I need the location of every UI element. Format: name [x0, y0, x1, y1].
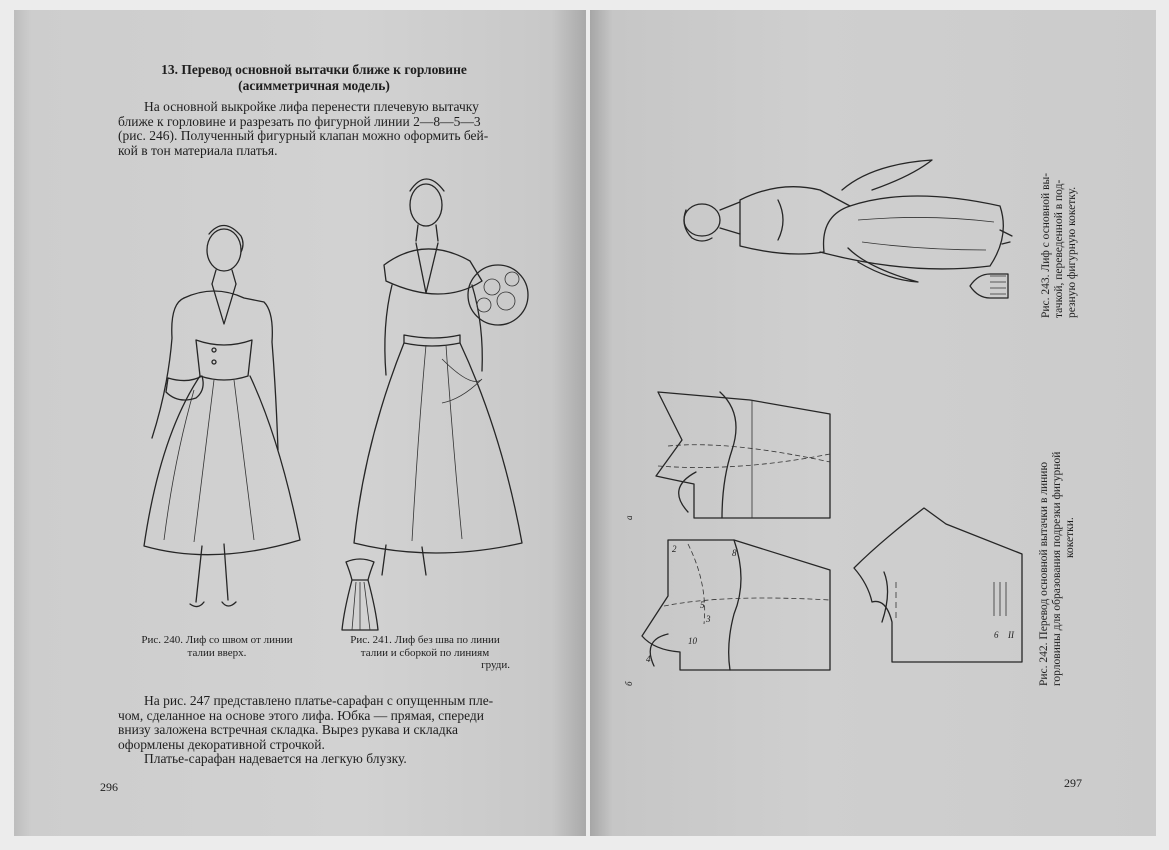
intro-line-4: кой в тон материала платья. — [118, 142, 278, 158]
body-line-1: На рис. 247 представлено платье-сарафан с опущенным пле- — [144, 693, 494, 708]
caption-242-line-3: кокетки. — [1064, 517, 1076, 559]
bouquet-illustration — [468, 265, 528, 325]
figure-241-detail-sketch — [340, 558, 380, 634]
intro-line-3: (рис. 246). Полученный фигурный клапан можно оформить бей- — [118, 128, 489, 143]
point-label-6: 6 — [994, 630, 999, 640]
caption-240-line-2: талии вверх. — [187, 646, 247, 659]
caption-240-line-1: Рис. 240. Лиф со швом от линии — [141, 634, 293, 646]
body-line-4: оформлены декоративной строчкой. — [118, 736, 325, 752]
page-number-right: 297 — [1064, 776, 1082, 790]
pattern-label-a: а — [624, 515, 634, 520]
figure-242-pattern-drafts — [624, 380, 838, 700]
body-line-5: Платье-сарафан надевается на легкую блузку. — [144, 751, 407, 766]
body-line-2: чом, сделанное на основе этого лифа. Юбка — прямая, спереди — [118, 707, 485, 723]
caption-figure-242 — [1038, 390, 1077, 686]
point-label-ii: II — [1008, 630, 1014, 640]
caption-242-line-1: Рис. 242. Перевод основной вытачки в линию — [1038, 461, 1050, 686]
caption-figure-241 — [340, 634, 510, 672]
caption-241-line-3: груди. — [481, 659, 510, 671]
figure-242-back-pattern — [846, 502, 1030, 670]
caption-figure-243 — [1040, 130, 1079, 318]
caption-241-line-1: Рис. 241. Лиф без шва по линии — [350, 634, 500, 646]
section-heading — [104, 62, 524, 94]
body-line-3: внизу заложена встречная складка. Вырез рукава и складка — [118, 722, 458, 737]
page-number-left: 296 — [100, 780, 118, 794]
point-label-3: 3 — [706, 614, 711, 624]
caption-figure-240 — [132, 634, 302, 659]
point-label-10: 10 — [688, 636, 697, 646]
point-label-4: 4 — [646, 654, 651, 664]
figure-241-dress-illustration — [334, 175, 554, 605]
figure-240-dress-illustration — [114, 220, 304, 640]
right-page — [590, 10, 1156, 836]
caption-243-line-3: резную фигурную кокетку. — [1066, 186, 1078, 318]
pattern-draft-a — [656, 392, 830, 518]
intro-line-1: На основной выкройке лифа перенести плечевую вытачку — [144, 99, 479, 114]
caption-241-line-2: талии и сборкой по линиям — [360, 646, 490, 659]
figure-243-detail-sketch — [968, 272, 1012, 302]
point-label-2: 2 — [672, 544, 677, 554]
pattern-draft-b — [642, 540, 830, 670]
caption-243-line-1: Рис. 243. Лиф с основной вы- — [1040, 172, 1052, 318]
point-label-8: 8 — [732, 548, 737, 558]
pattern-label-b: б — [624, 681, 634, 686]
point-label-5: 5 — [700, 600, 705, 610]
left-page — [14, 10, 586, 836]
heading-line-1: 13. Перевод основной вытачки ближе к горловине — [161, 62, 467, 77]
intro-line-2: ближе к горловине и разрезать по фигурной линии 2—8—5—3 — [118, 113, 481, 129]
heading-line-2: (асимметричная модель) — [238, 78, 390, 93]
intro-paragraph — [118, 100, 538, 158]
body-paragraph — [118, 694, 538, 767]
caption-242-line-2: горловины для образования подрезки фигурной — [1051, 451, 1063, 686]
caption-243-line-2: тачкой, переведенной в под- — [1053, 179, 1065, 318]
